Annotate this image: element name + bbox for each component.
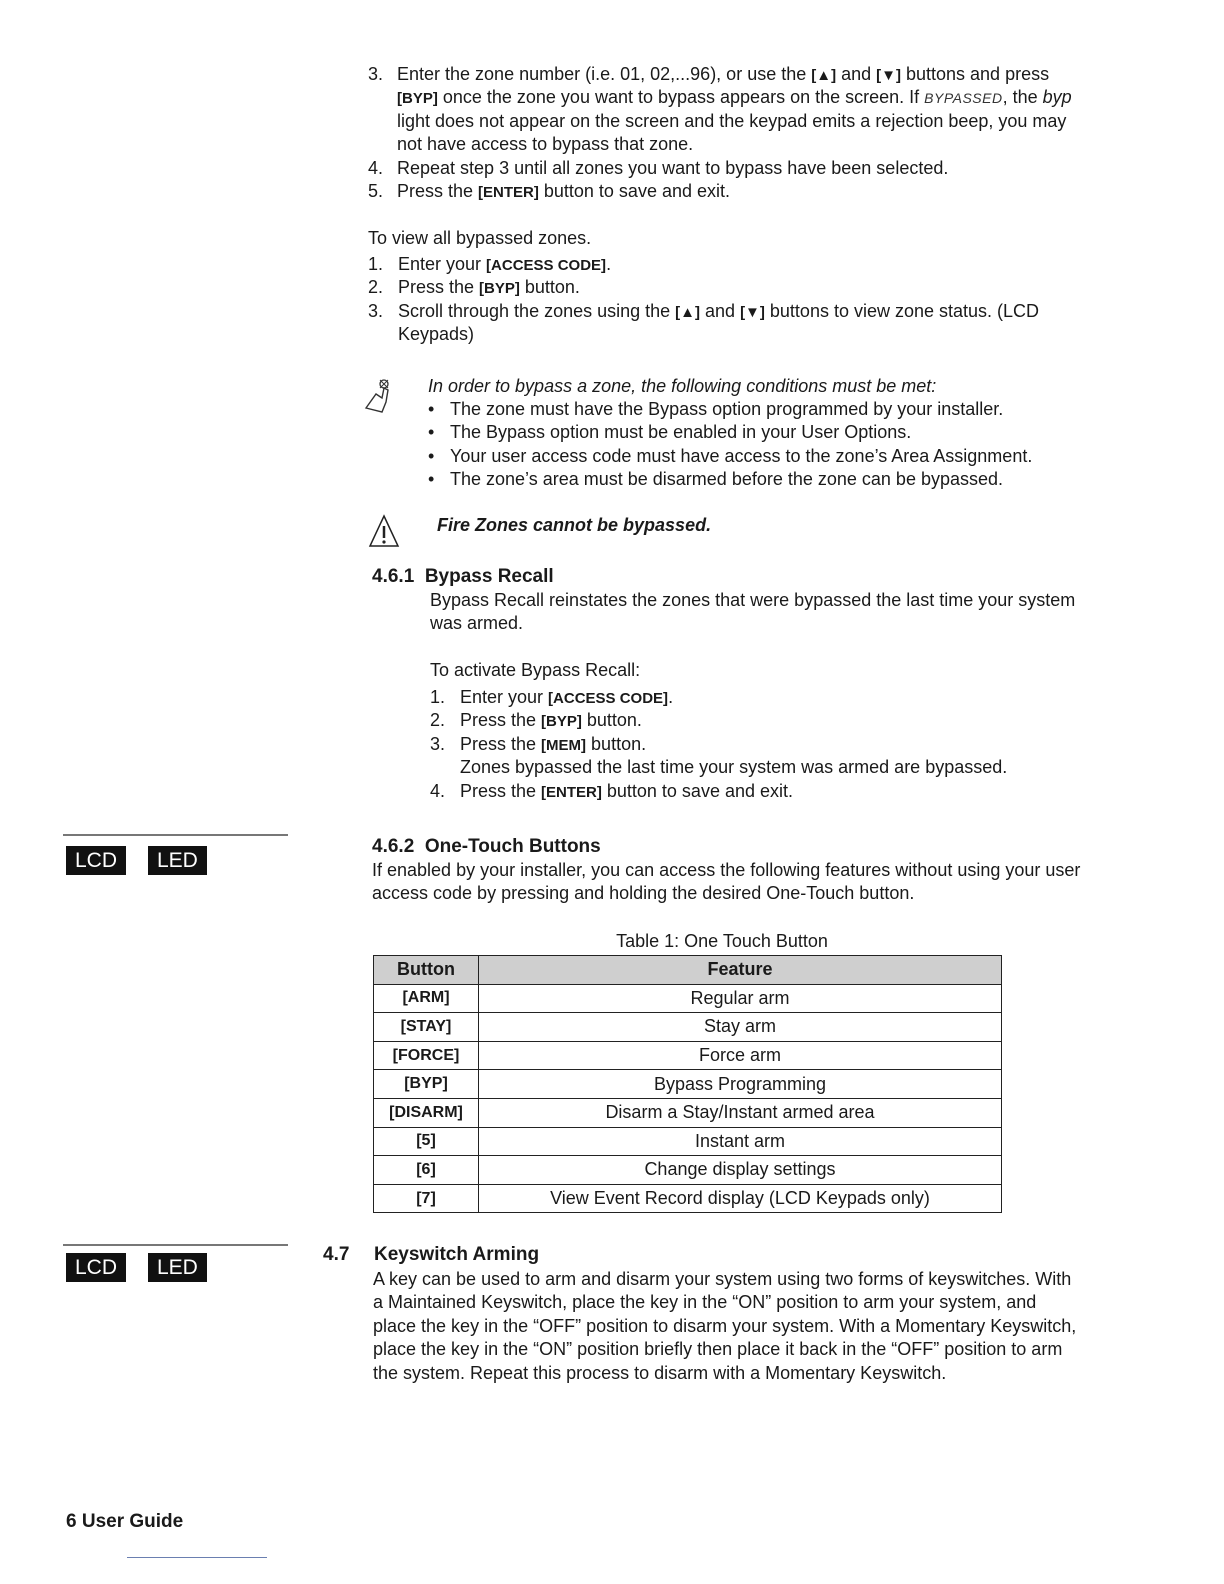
led-badge: LED (148, 846, 207, 875)
table-row (374, 1098, 1002, 1127)
section-number: 4.7 (323, 1244, 350, 1265)
text-segment: button. (586, 733, 647, 754)
key-label: [ACCESS CODE] (486, 257, 607, 274)
step-line (397, 133, 693, 156)
step-number: 4. (368, 157, 384, 178)
text-segment: button. (581, 710, 642, 731)
text-segment: Press the (460, 710, 542, 731)
step-number: 3. (368, 300, 384, 321)
keyswitch-body-line: a Maintained Keyswitch, place the key in the “ON” position to arm your system, and (373, 1292, 1037, 1313)
step-line (460, 756, 1007, 779)
table-header-feature: Feature (479, 956, 1002, 985)
key-label: [ENTER] (478, 184, 539, 201)
table-row (374, 1127, 1002, 1156)
text-segment: not have access to bypass that zone. (397, 134, 694, 155)
text-segment: Scroll through the zones using the (398, 300, 676, 321)
bullet-icon: • (428, 445, 435, 466)
step-line (398, 323, 474, 346)
step-line (397, 63, 1049, 87)
footer-rule (127, 1557, 267, 1558)
text-segment: Press the (460, 733, 542, 754)
table-row (374, 1156, 1002, 1185)
key-label: [ENTER] (541, 783, 602, 801)
button-cell: [FORCE] (374, 1041, 479, 1070)
step-line (397, 86, 1072, 110)
text-segment: Zones bypassed the last time your system was armed are bypassed. (460, 757, 1008, 778)
section-4-6-2-heading (372, 835, 601, 858)
note-intro: In order to bypass a zone, the following conditions must be met: (428, 376, 937, 396)
text-segment: Enter your (460, 687, 549, 707)
bullet-icon: • (428, 399, 435, 419)
feature-cell: Instant arm (479, 1127, 1002, 1156)
step-line (398, 300, 1039, 324)
text-segment: once the zone you want to bypass appears on the screen. If (437, 87, 925, 108)
note-bullet: The zone must have the Bypass option programmed by your installer. (450, 399, 1004, 419)
one-touch-body-line: If enabled by your installer, you can access the following features without using your user (372, 860, 1081, 880)
feature-cell: Stay arm (479, 1013, 1002, 1042)
keyswitch-body-line: place the key in the “OFF” position to disarm your system. With a Momentary Keyswitch, (373, 1315, 1077, 1336)
one-touch-table (373, 955, 1002, 1213)
section-title: Keyswitch Arming (374, 1244, 540, 1265)
step-line (460, 686, 673, 710)
table-row (374, 1184, 1002, 1213)
text-segment: and (700, 300, 741, 321)
bypass-recall-body-line: Bypass Recall reinstates the zones that were bypassed the last time your system (430, 590, 1076, 610)
section-number: 4.6.2 (372, 836, 415, 857)
step-number: 1. (430, 687, 446, 707)
table-row (374, 1013, 1002, 1042)
feature-cell: Regular arm (479, 984, 1002, 1013)
key-label: [BYP] (479, 280, 520, 298)
section-number: 4.6.1 (372, 566, 415, 587)
keyswitch-body-line: place the key in the “ON” position briefly then place it back in the “OFF” position to arm (373, 1339, 1063, 1360)
one-touch-body-line: access code by pressing and holding the desired One-Touch button. (372, 883, 915, 903)
note-hand-icon (362, 376, 398, 416)
lcd-badge: LCD (66, 846, 126, 875)
button-cell: [ARM] (374, 984, 479, 1013)
step-line (460, 780, 793, 804)
text-segment: button to save and exit. (601, 780, 794, 801)
bypass-recall-intro: To activate Bypass Recall: (430, 660, 641, 680)
note-bullet: Your user access code must have access to the zone’s Area Assignment. (450, 445, 1033, 466)
text-segment: Repeat step 3 until all zones you want to bypass have been selected. (397, 157, 949, 178)
led-badge: LED (148, 1253, 207, 1282)
keyswitch-body-line: the system. Repeat this process to disarm with a Momentary Keyswitch. (373, 1362, 947, 1383)
key-label: [▼] (876, 67, 901, 84)
step-line (398, 276, 580, 300)
button-cell: [5] (374, 1127, 479, 1156)
text-segment: , the (1002, 87, 1043, 108)
feature-cell: Force arm (479, 1041, 1002, 1070)
section-4-6-1-heading (372, 565, 554, 588)
button-cell: [BYP] (374, 1070, 479, 1099)
divider (63, 834, 288, 836)
step-number: 2. (368, 277, 384, 298)
text-segment: . (606, 254, 612, 274)
feature-cell: View Event Record display (LCD Keypads only) (479, 1184, 1002, 1213)
key-label: [▼] (740, 303, 765, 321)
feature-cell: Bypass Programming (479, 1070, 1002, 1099)
step-number: 4. (430, 780, 446, 801)
divider (63, 1244, 288, 1246)
feature-cell: Disarm a Stay/Instant armed area (479, 1098, 1002, 1127)
bypass-recall-body-line: was armed. (430, 613, 524, 633)
note-bullet: The zone’s area must be disarmed before the zone can be bypassed. (450, 469, 1004, 490)
view-intro: To view all bypassed zones. (368, 228, 592, 248)
table-caption: Table 1: One Touch Button (616, 931, 828, 951)
text-segment: button to save and exit. (538, 181, 731, 201)
key-label: [▲] (811, 67, 837, 84)
table-row (374, 1070, 1002, 1099)
text-segment: . (668, 687, 674, 707)
text-segment: Press the (460, 780, 542, 801)
section-4-7-heading (323, 1243, 540, 1266)
step-line (398, 253, 611, 277)
table-header-button: Button (374, 956, 479, 985)
text-segment: buttons and press (900, 64, 1050, 84)
lcd-badge: LCD (66, 1253, 126, 1282)
button-cell: [STAY] (374, 1013, 479, 1042)
text-segment: and (836, 64, 877, 84)
step-line (397, 110, 1066, 133)
step-line (460, 709, 642, 733)
lcd-text: BYPASSED (924, 90, 1003, 107)
step-number: 2. (430, 710, 446, 731)
step-line (397, 180, 730, 204)
key-label: [ACCESS CODE] (548, 690, 669, 707)
text-segment: Keypads) (398, 324, 475, 345)
key-label: [MEM] (541, 736, 587, 754)
table-row (374, 1041, 1002, 1070)
step-number: 3. (368, 64, 384, 84)
text-segment: Enter your (398, 254, 487, 274)
text-segment: buttons to view zone status. (LCD (764, 300, 1040, 321)
step-number: 3. (430, 733, 446, 754)
note-bullet: The Bypass option must be enabled in your User Options. (450, 422, 912, 443)
text-segment: Press the (397, 181, 479, 201)
key-label: [BYP] (397, 90, 438, 108)
bullet-icon: • (428, 469, 435, 490)
text-segment: Enter the zone number (i.e. 01, 02,...96), or use the (397, 64, 812, 84)
keyswitch-body-line: A key can be used to arm and disarm your system using two forms of keyswitches. With (373, 1269, 1072, 1289)
table-row (374, 984, 1002, 1013)
warning-text: Fire Zones cannot be bypassed. (437, 515, 712, 535)
key-label: [▲] (675, 303, 701, 321)
button-cell: [DISARM] (374, 1098, 479, 1127)
step-line (397, 157, 948, 180)
step-number: 1. (368, 254, 384, 274)
text-segment: button. (519, 277, 580, 298)
step-number: 5. (368, 181, 384, 201)
text-segment: Press the (398, 277, 480, 298)
warning-icon (368, 512, 400, 550)
bullet-icon: • (428, 422, 435, 443)
button-cell: [7] (374, 1184, 479, 1213)
step-line (460, 733, 646, 757)
text-segment: byp (1042, 87, 1072, 108)
section-title: One-Touch Buttons (424, 836, 601, 857)
key-label: [BYP] (541, 713, 582, 731)
page-footer: 6 User Guide (66, 1511, 184, 1532)
feature-cell: Change display settings (479, 1156, 1002, 1185)
section-title: Bypass Recall (424, 566, 554, 587)
text-segment: light does not appear on the screen and the keypad emits a rejection beep, you may (397, 110, 1067, 131)
button-cell: [6] (374, 1156, 479, 1185)
